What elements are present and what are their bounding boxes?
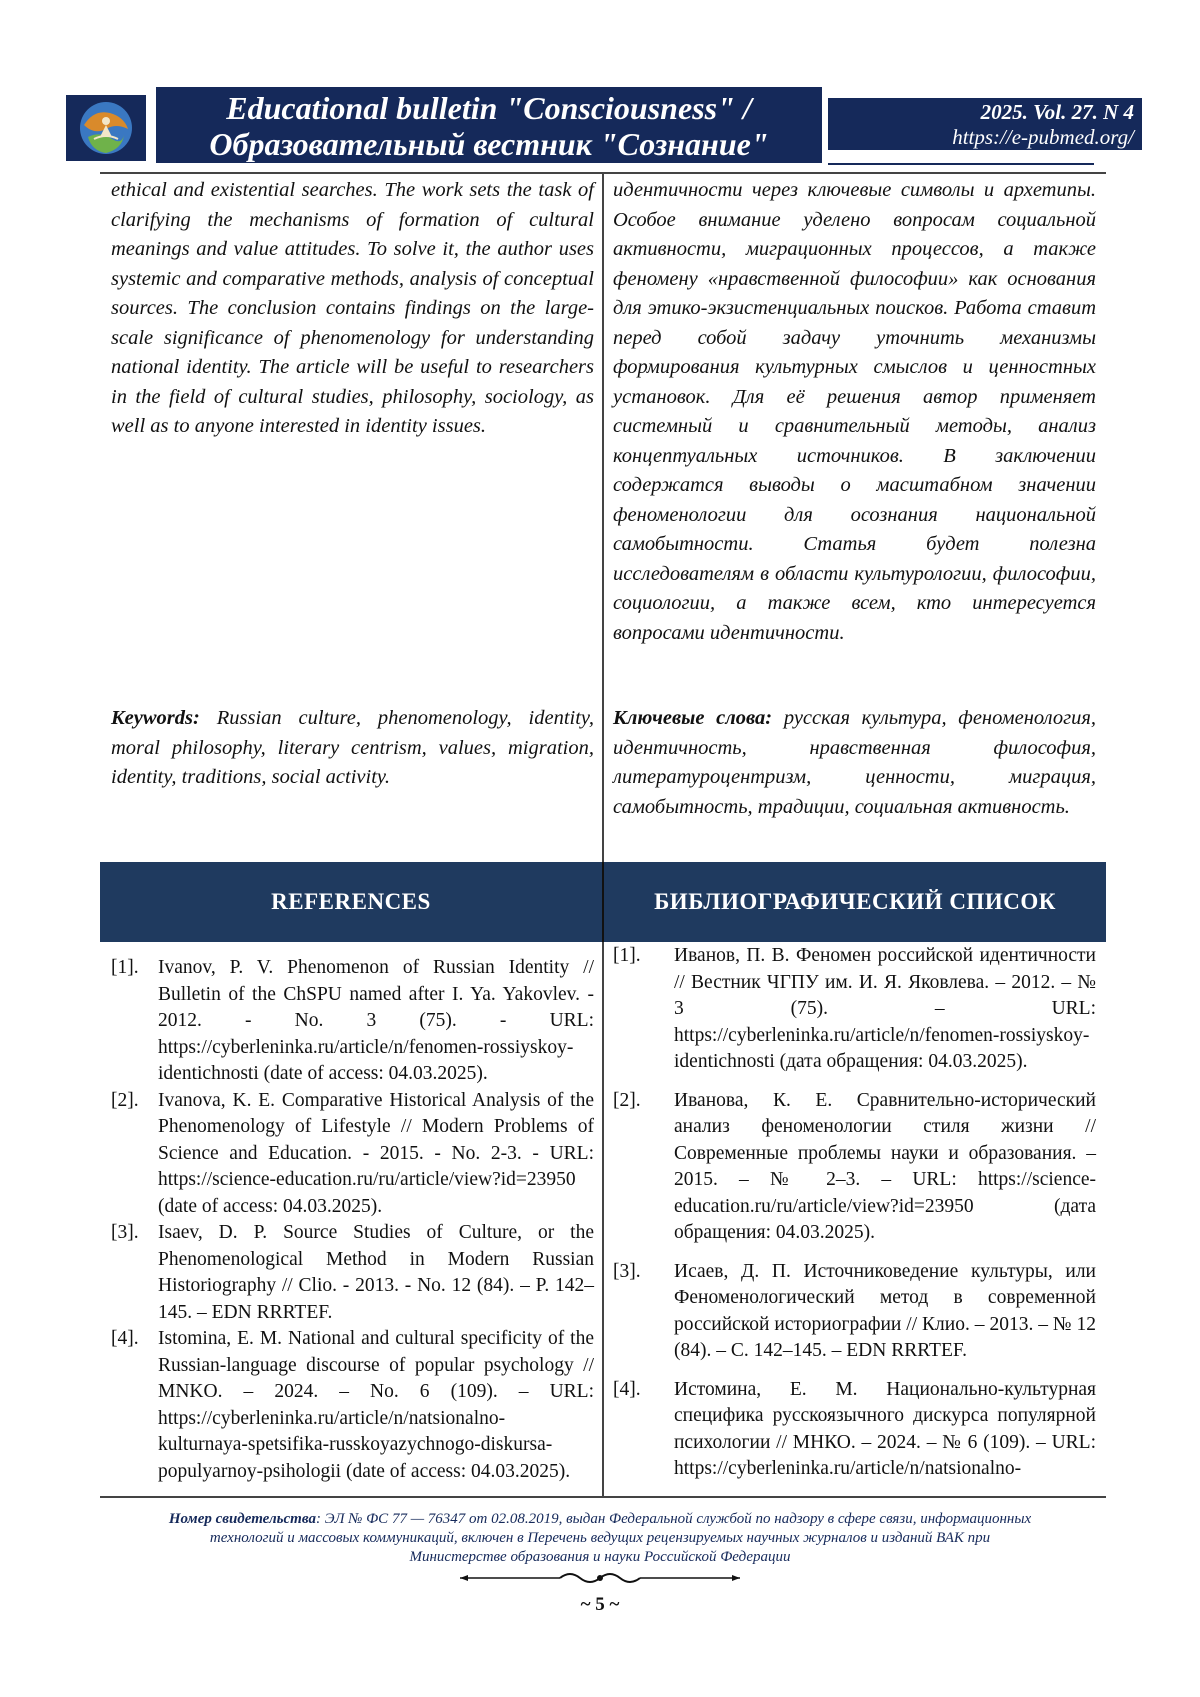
reference-text: Istomina, E. M. National and cultural specificity of the Russian-language discourse of popular psychology // MNKO. – 2024. – No. 6 (109). – URL: https://cyberleninka.ru/article/n/natsionalno-kulturnaya-spetsifika-russkoyazychnogo-diskursa-populyarnoy-psihologii (date of access: 04.03.2025). (158, 1328, 594, 1482)
references-list-en (111, 955, 594, 1485)
reference-number: [1]. (111, 957, 139, 978)
reference-number: [3]. (613, 1260, 641, 1282)
journal-url[interactable]: https://e-pubmed.org/ (952, 125, 1134, 149)
keywords-ru-label: Ключевые слова: (613, 707, 773, 729)
keywords-en-text: Russian culture, phenomenology, identity, moral philosophy, literary centrism, values, migration, identity, traditions, social activity. (111, 707, 594, 788)
page-number: ~ 5 ~ (580, 1594, 620, 1615)
abstract-en: ethical and existential searches. The work sets the task of clarifying the mechanisms of formation of cultural meanings and value attitudes. To solve it, the author uses systemic and comparative methods, analysis of conceptual sources. The conclusion contains findings on the large-scale significance of phenomenology for understanding national identity. The article will be useful to researchers in the field of cultural studies, philosophy, sociology, as well as to anyone interested in identity issues. (111, 179, 594, 437)
reference-item (613, 1377, 1096, 1483)
reference-number: [3]. (111, 1222, 139, 1243)
reference-item (613, 1259, 1096, 1365)
reference-text: Ivanova, K. E. Comparative Historical Analysis of the Phenomenology of Lifestyle // Modern Problems of Science and Education. - 2015. - No. 2-3. - URL: https://science-education.ru/ru/article/view?id=23950 (date of access: 04.03.2025). (158, 1089, 594, 1217)
references-heading-ru: БИБЛИОГРАФИЧЕСКИЙ СПИСОК (654, 889, 1056, 914)
reference-number: [2]. (111, 1089, 139, 1111)
reference-text: Исаев, Д. П. Источниковедение культуры, или Феноменологический метод в современной российской историографии // Клио. – 2013. – № 12 (84). – С. 142–145. – EDN RRRTEF. (674, 1260, 1096, 1361)
keywords-ru (613, 704, 1096, 822)
reference-item (111, 955, 594, 1088)
references-list-ru (613, 943, 1096, 1483)
reference-item (613, 943, 1096, 1076)
reference-item (111, 1088, 594, 1221)
reference-item (613, 1088, 1096, 1247)
references-header-band (100, 862, 1106, 942)
reference-text: Иванова, К. Е. Сравнительно-исторический анализ феноменологии стиля жизни // Современные проблемы науки и образования. – 2015. – № 2–3. – URL: https://science-education.ru/ru/article/view?id=23950 (дата обращения: 04.03.2025). (674, 1089, 1096, 1243)
reference-item (111, 1326, 594, 1485)
certificate-label: Номер свидетельства (168, 1511, 316, 1527)
issue-underline (828, 163, 1094, 165)
abstract-ru: идентичности через ключевые символы и архетипы. Особое внимание уделено вопросам социальной активности, миграционных процессов, а также феномену «нравственной философии» как основания для этико-экзистенциальных поисков. Работа ставит перед собой задачу уточнить механизмы формирования культурных смыслов и ценностных установок. Для её решения автор применяет системный и сравнительный методы, анализ концептуальных источников. В заключении содержатся выводы о масштабном значении феноменологии для осознания национальной самобытности. Статья будет полезна исследователям в области культурологии, философии, социологии, а также всем, кто интересуется вопросами идентичности. (613, 179, 1096, 644)
reference-text: Isaev, D. P. Source Studies of Culture, or the Phenomenological Method in Modern Russian Historiography // Clio. - 2013. - No. 12 (84). – P. 142–145. – EDN RRRTEF. (158, 1222, 594, 1323)
reference-item (111, 1220, 594, 1326)
issue-info (828, 98, 1142, 150)
reference-text: Истомина, Е. М. Национально-культурная специфика русскоязычного дискурса популярной психологии // МНКО. – 2024. – № 6 (109). – URL: https://cyberleninka.ru/article/n/natsionalno- (674, 1378, 1096, 1479)
reference-text: Иванов, П. В. Феномен российской идентичности // Вестник ЧГПУ им. И. Я. Яковлева. – 2012. – № 3 (75). – URL: https://cyberleninka.ru/article/n/fenomen-rossiyskoy-identichnosti (дата обращения: 04.03.2025). (674, 945, 1096, 1072)
bottom-rule (100, 1496, 1106, 1498)
issue-volume: 2025. Vol. 27. N 4 (980, 100, 1134, 124)
reference-number: [1]. (613, 945, 641, 966)
reference-number: [4]. (111, 1328, 139, 1349)
keywords-en-label: Keywords: (111, 707, 200, 729)
column-divider (602, 172, 604, 1496)
journal-logo (66, 95, 146, 161)
journal-title-ru: Образовательный вестник "Сознание" (209, 126, 769, 162)
references-heading-en: REFERENCES (271, 889, 431, 914)
reference-number: [4]. (613, 1378, 641, 1400)
reference-number: [2]. (613, 1089, 641, 1111)
certificate-text: : ЭЛ № ФС 77 — 76347 от 02.08.2019, выдан Федеральной службой по надзору в сфере связи, информационных технологий и массовых коммуникаций, включен в Перечень ведущих рецензируемых научных журналов и изданий ВАК при Министерстве образования и науки Российской Федерации (209, 1511, 1032, 1565)
journal-title-en: Educational bulletin "Consciousness" / (226, 90, 752, 126)
ornament-divider (460, 1570, 740, 1586)
journal-title (156, 87, 822, 163)
registration-certificate (160, 1510, 1040, 1567)
keywords-en (111, 704, 594, 793)
reference-text: Ivanov, P. V. Phenomenon of Russian Identity // Bulletin of the ChSPU named after I. Ya. Yakovlev. - 2012. - No. 3 (75). - URL: https://cyberleninka.ru/article/n/fenomen-rossiyskoy-identichnosti (date of access: 04.03.2025). (158, 957, 594, 1084)
keywords-ru-text: русская культура, феноменология, идентичность, нравственная философия, литературоцентризм, ценности, миграция, самобытность, традиции, социальная активность. (613, 707, 1096, 818)
